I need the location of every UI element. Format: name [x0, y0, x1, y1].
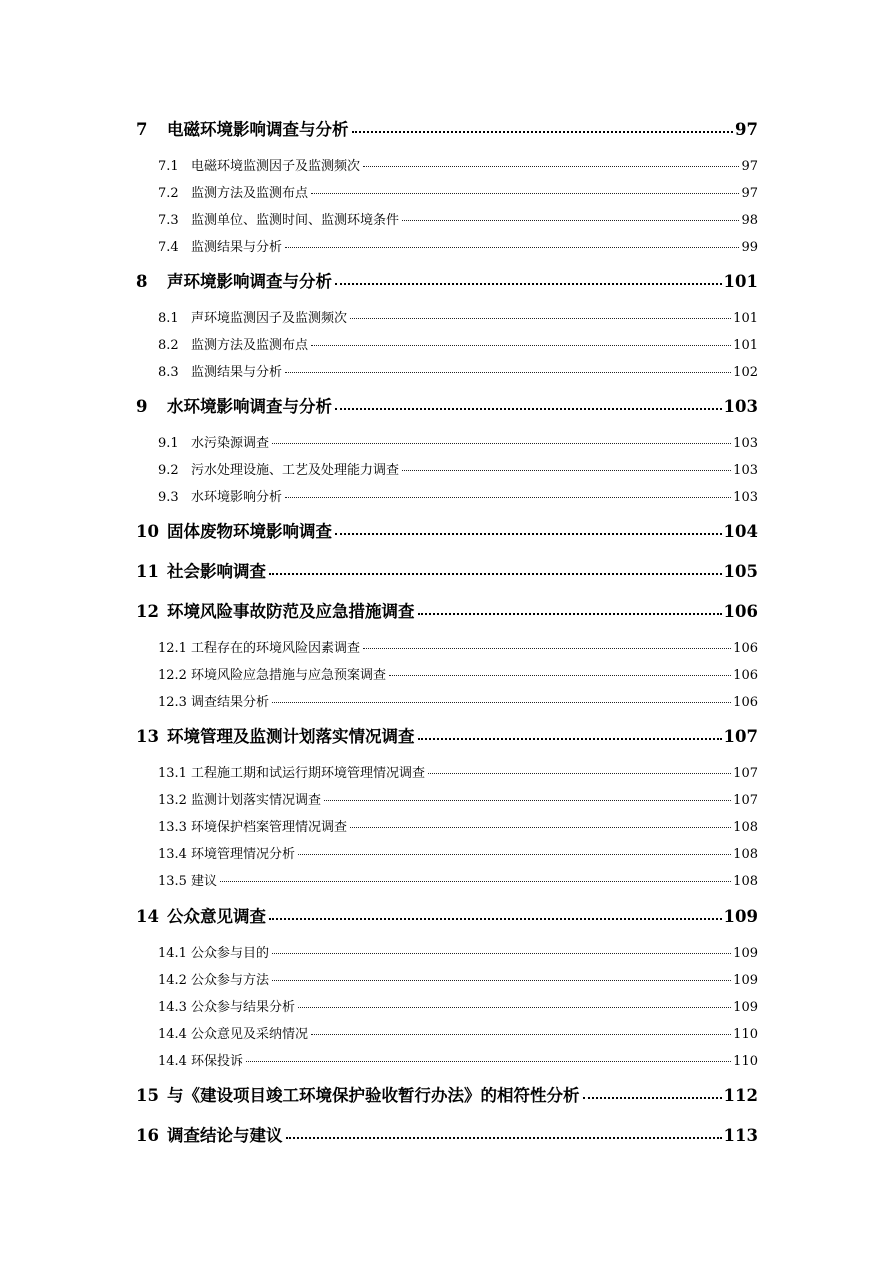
- toc-number: 14.3: [158, 1000, 187, 1015]
- toc-title: 监测结果与分析: [191, 365, 283, 380]
- toc-title: 固体废物环境影响调查: [167, 522, 332, 541]
- toc-title: 监测结果与分析: [191, 240, 283, 255]
- toc-number: 14: [136, 907, 159, 926]
- toc-number: 14.4: [158, 1054, 187, 1069]
- toc-title: 公众意见及采纳情况: [191, 1027, 309, 1042]
- toc-page-number: 113: [723, 1126, 758, 1145]
- toc-number: 14.4: [158, 1027, 187, 1042]
- toc-number: 13.3: [158, 820, 187, 835]
- toc-page-number: 97: [741, 186, 758, 201]
- toc-title: 声环境监测因子及监测频次: [191, 311, 348, 326]
- toc-page-number: 108: [733, 874, 758, 889]
- toc-number: 7.2: [158, 186, 179, 201]
- toc-number: 7.4: [158, 240, 179, 255]
- toc-entry[interactable]: [158, 816, 758, 835]
- toc-number: 11: [136, 562, 159, 581]
- toc-number: 14.2: [158, 973, 187, 988]
- toc-page-number: 103: [733, 436, 758, 451]
- toc-title: 建议: [191, 874, 218, 889]
- toc-title: 公众参与结果分析: [191, 1000, 296, 1015]
- toc-title: 电磁环境影响调查与分析: [167, 120, 349, 139]
- toc-title: 工程施工期和试运行期环境管理情况调查: [191, 766, 426, 781]
- toc-entry[interactable]: [158, 969, 758, 988]
- dot-leader: [335, 396, 722, 413]
- toc-page-number: 106: [733, 668, 758, 683]
- dot-leader: [402, 211, 739, 224]
- toc-page-number: 108: [733, 847, 758, 862]
- toc-page-number: 109: [733, 946, 758, 961]
- toc-number: 13.1: [158, 766, 187, 781]
- toc-entry[interactable]: [158, 236, 758, 255]
- toc-page-number: 109: [723, 907, 758, 926]
- toc-entry[interactable]: [158, 762, 758, 781]
- toc-title: 工程存在的环境风险因素调查: [191, 641, 361, 656]
- toc-entry[interactable]: [158, 486, 758, 505]
- toc-entry[interactable]: [158, 637, 758, 656]
- toc-entry[interactable]: [158, 361, 758, 380]
- toc-page-number: 99: [741, 240, 758, 255]
- toc-entry[interactable]: [158, 182, 758, 201]
- toc-page-number: 107: [733, 793, 758, 808]
- toc-title: 电磁环境监测因子及监测频次: [191, 159, 361, 174]
- dot-leader: [269, 906, 722, 923]
- dot-leader: [352, 119, 734, 136]
- toc-page-number: 107: [733, 766, 758, 781]
- toc-title: 公众参与方法: [191, 973, 270, 988]
- toc-number: 10: [136, 522, 159, 541]
- dot-leader: [402, 461, 731, 474]
- toc-number: 15: [136, 1086, 159, 1105]
- toc-title: 监测计划落实情况调查: [191, 793, 322, 808]
- toc-number: 9.3: [158, 490, 179, 505]
- toc-entry[interactable]: [158, 155, 758, 174]
- toc-number: 7.3: [158, 213, 179, 228]
- dot-leader: [272, 944, 731, 957]
- toc-number: 12: [136, 602, 159, 621]
- toc-entry[interactable]: [136, 393, 758, 417]
- toc-entry[interactable]: [136, 903, 758, 927]
- toc-number: 12.3: [158, 695, 187, 710]
- toc-entry[interactable]: [158, 459, 758, 478]
- dot-leader: [246, 1052, 731, 1065]
- toc-page-number: 109: [733, 973, 758, 988]
- toc-number: 8.2: [158, 338, 179, 353]
- dot-leader: [389, 666, 731, 679]
- toc-page-number: 103: [733, 463, 758, 478]
- dot-leader: [335, 271, 722, 288]
- toc-page-number: 107: [723, 727, 758, 746]
- toc-page-number: 110: [733, 1054, 758, 1069]
- toc-title: 社会影响调查: [167, 562, 266, 581]
- toc-title: 监测单位、监测时间、监测环境条件: [191, 213, 400, 228]
- dot-leader: [311, 184, 739, 197]
- toc-entry[interactable]: [136, 723, 758, 747]
- toc-title: 环境保护档案管理情况调查: [191, 820, 348, 835]
- toc-entry[interactable]: [158, 664, 758, 683]
- dot-leader: [272, 693, 731, 706]
- dot-leader: [285, 363, 731, 376]
- toc-number: 8: [136, 272, 148, 291]
- toc-page-number: 106: [733, 695, 758, 710]
- toc-entry[interactable]: [158, 789, 758, 808]
- toc-number: 8.1: [158, 311, 179, 326]
- toc-number: 9.2: [158, 463, 179, 478]
- toc-title: 环保投诉: [191, 1054, 244, 1069]
- toc-page-number: 110: [733, 1027, 758, 1042]
- dot-leader: [311, 1025, 731, 1038]
- toc-title: 环境风险事故防范及应急措施调查: [167, 602, 415, 621]
- toc-number: 7.1: [158, 159, 179, 174]
- toc-number: 16: [136, 1126, 159, 1145]
- toc-entry[interactable]: [136, 518, 758, 542]
- toc-title: 公众意见调查: [167, 907, 266, 926]
- toc-entry[interactable]: [136, 1122, 758, 1146]
- toc-number: 12.1: [158, 641, 187, 656]
- toc-title: 监测方法及监测布点: [191, 186, 309, 201]
- toc-title: 监测方法及监测布点: [191, 338, 309, 353]
- toc-page-number: 108: [733, 820, 758, 835]
- dot-leader: [272, 971, 731, 984]
- toc-number: 12.2: [158, 668, 187, 683]
- toc-page-number: 105: [723, 562, 758, 581]
- toc-page-number: 102: [733, 365, 758, 380]
- dot-leader: [418, 601, 722, 618]
- toc-title: 水环境影响分析: [191, 490, 283, 505]
- toc-entry[interactable]: [136, 1082, 758, 1106]
- toc-entry[interactable]: [158, 691, 758, 710]
- toc-title: 公众参与目的: [191, 946, 270, 961]
- toc-number: 8.3: [158, 365, 179, 380]
- toc-entry[interactable]: [136, 598, 758, 622]
- dot-leader: [286, 1125, 722, 1142]
- toc-number: 13.2: [158, 793, 187, 808]
- toc-number: 13.4: [158, 847, 187, 862]
- toc-number: 14.1: [158, 946, 187, 961]
- toc-page-number: 106: [723, 602, 758, 621]
- toc-entry[interactable]: [136, 116, 758, 140]
- toc-entry[interactable]: [158, 1050, 758, 1069]
- toc-entry[interactable]: [158, 334, 758, 353]
- dot-leader: [272, 434, 731, 447]
- toc-title: 水环境影响调查与分析: [167, 397, 332, 416]
- dot-leader: [350, 309, 731, 322]
- toc-entry[interactable]: [136, 558, 758, 582]
- toc-page-number: 101: [723, 272, 758, 291]
- toc-page-number: 101: [733, 338, 758, 353]
- dot-leader: [418, 726, 722, 743]
- toc-title: 水污染源调查: [191, 436, 270, 451]
- toc-title: 与《建设项目竣工环境保护验收暂行办法》的相符性分析: [167, 1086, 580, 1105]
- toc-title: 声环境影响调查与分析: [167, 272, 332, 291]
- dot-leader: [428, 764, 731, 777]
- dot-leader: [324, 791, 731, 804]
- toc-page-number: 106: [733, 641, 758, 656]
- toc-page-number: 103: [733, 490, 758, 505]
- toc-number: 9: [136, 397, 148, 416]
- toc-page-number: 103: [723, 397, 758, 416]
- toc-entry[interactable]: [158, 870, 758, 889]
- toc-title: 污水处理设施、工艺及处理能力调查: [191, 463, 400, 478]
- toc-number: 9.1: [158, 436, 179, 451]
- toc-page-number: 104: [723, 522, 758, 541]
- toc-entry[interactable]: [158, 209, 758, 228]
- toc-title: 调查结果分析: [191, 695, 270, 710]
- toc-page-number: 109: [733, 1000, 758, 1015]
- toc-page-number: 97: [741, 159, 758, 174]
- dot-leader: [285, 238, 739, 251]
- toc-page-number: 101: [733, 311, 758, 326]
- toc-number: 13: [136, 727, 159, 746]
- dot-leader: [335, 521, 722, 538]
- dot-leader: [583, 1085, 722, 1102]
- toc-entry[interactable]: [158, 307, 758, 326]
- dot-leader: [363, 639, 731, 652]
- toc-page-number: 112: [723, 1086, 758, 1105]
- dot-leader: [311, 336, 731, 349]
- dot-leader: [363, 157, 739, 170]
- toc-title: 环境管理情况分析: [191, 847, 296, 862]
- dot-leader: [350, 818, 731, 831]
- dot-leader: [285, 488, 731, 501]
- dot-leader: [269, 561, 722, 578]
- toc-entry[interactable]: [158, 1023, 758, 1042]
- toc-entry[interactable]: [158, 432, 758, 451]
- toc-page-number: 98: [741, 213, 758, 228]
- dot-leader: [298, 845, 731, 858]
- toc-title: 环境风险应急措施与应急预案调查: [191, 668, 387, 683]
- toc-entry[interactable]: [136, 268, 758, 292]
- dot-leader: [298, 998, 731, 1011]
- toc-title: 环境管理及监测计划落实情况调查: [167, 727, 415, 746]
- toc-entry[interactable]: [158, 843, 758, 862]
- toc-entry[interactable]: [158, 942, 758, 961]
- toc-page-number: 97: [735, 120, 758, 139]
- dot-leader: [220, 872, 731, 885]
- toc-number: 13.5: [158, 874, 187, 889]
- toc-entry[interactable]: [158, 996, 758, 1015]
- toc-number: 7: [136, 120, 148, 139]
- toc-title: 调查结论与建议: [167, 1126, 283, 1145]
